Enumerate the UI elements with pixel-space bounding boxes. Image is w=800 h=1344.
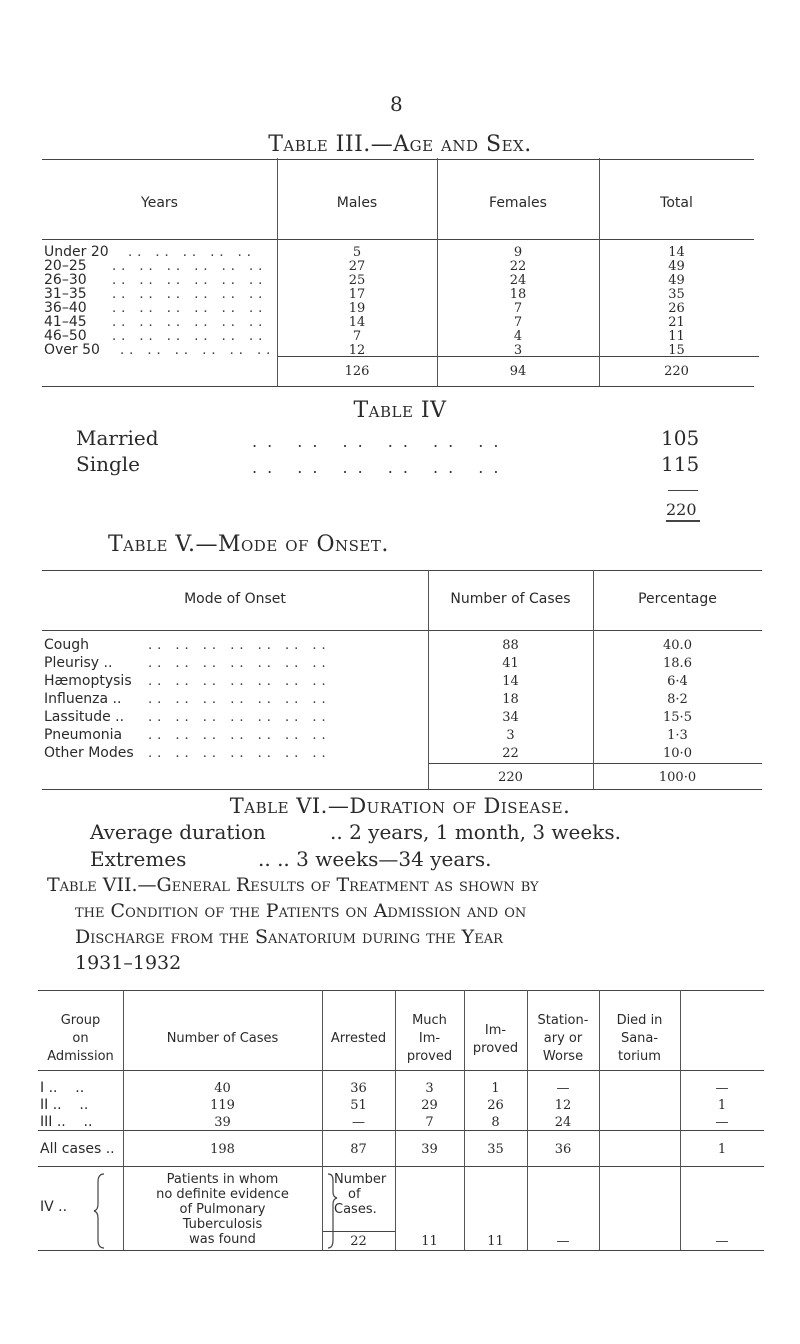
row-label: 26–30 xyxy=(44,272,87,288)
table3-header-males: Males xyxy=(336,195,378,211)
row-label: Over 50 xyxy=(44,342,100,358)
row-label: 41–45 xyxy=(44,314,87,330)
table5-header-pct: Percentage xyxy=(638,591,717,607)
average-duration-label: Average duration xyxy=(90,820,266,844)
row-label: 36–40 xyxy=(44,300,87,316)
table5-title: Table V.—Mode of Onset. xyxy=(108,532,389,557)
group4-number-label: Number of Cases. xyxy=(334,1172,387,1217)
table3-top-rule xyxy=(42,159,754,160)
table5-header-mode: Mode of Onset xyxy=(184,591,286,607)
table3-title: Table III.—Age and Sex. xyxy=(268,132,532,157)
row-label: 31–35 xyxy=(44,286,87,302)
table4-title: Table IV xyxy=(353,398,447,423)
table7-header-arrested: Arrested xyxy=(330,1031,387,1046)
table4-total: 220 xyxy=(666,500,697,519)
group4-description: Patients in whom no definite evidence of Pulmonary Tuberculosis was found xyxy=(156,1172,289,1247)
table3-header-total: Total xyxy=(660,195,693,211)
table5-total-pct: 100·0 xyxy=(658,770,697,785)
married-label: Married xyxy=(76,426,159,450)
table7-header-improved: Im- proved xyxy=(472,1023,519,1056)
table7-header-group: Group on Admission xyxy=(47,1013,114,1064)
table5-total-cases: 220 xyxy=(498,770,523,785)
table5-header-cases: Number of Cases xyxy=(450,591,571,607)
table3-total-females: 94 xyxy=(509,364,527,379)
table3-total-total: 220 xyxy=(664,364,689,379)
table6-title: Table VI.—Duration of Disease. xyxy=(229,794,571,818)
table7-header-stationary: Station- ary or Worse xyxy=(537,1013,589,1064)
table3-total-males: 126 xyxy=(344,364,370,379)
single-label: Single xyxy=(76,452,141,476)
row-label: 46–50 xyxy=(44,328,87,344)
page-number: 8 xyxy=(390,92,403,116)
table3-header-years: Years xyxy=(141,195,178,211)
table3-header-females: Females xyxy=(489,195,547,211)
row-label: 20–25 xyxy=(44,258,87,274)
table3-header-rule xyxy=(42,239,754,240)
table7-header-much-improved: Much Im- proved xyxy=(406,1013,453,1064)
average-duration-value: .. 2 years, 1 month, 3 weeks. xyxy=(330,820,621,844)
table7-header-died: Died in Sana- torium xyxy=(616,1013,663,1064)
married-value: 105 xyxy=(661,426,700,450)
single-value: 115 xyxy=(661,452,700,476)
table3-bottom-rule xyxy=(42,386,754,387)
extremes-value: .. .. 3 weeks—34 years. xyxy=(258,847,492,871)
table7-header-number: Number of Cases xyxy=(166,1031,279,1046)
left-brace-icon xyxy=(92,1172,106,1250)
row-label: Under 20 xyxy=(44,244,109,260)
extremes-label: Extremes xyxy=(90,847,187,871)
